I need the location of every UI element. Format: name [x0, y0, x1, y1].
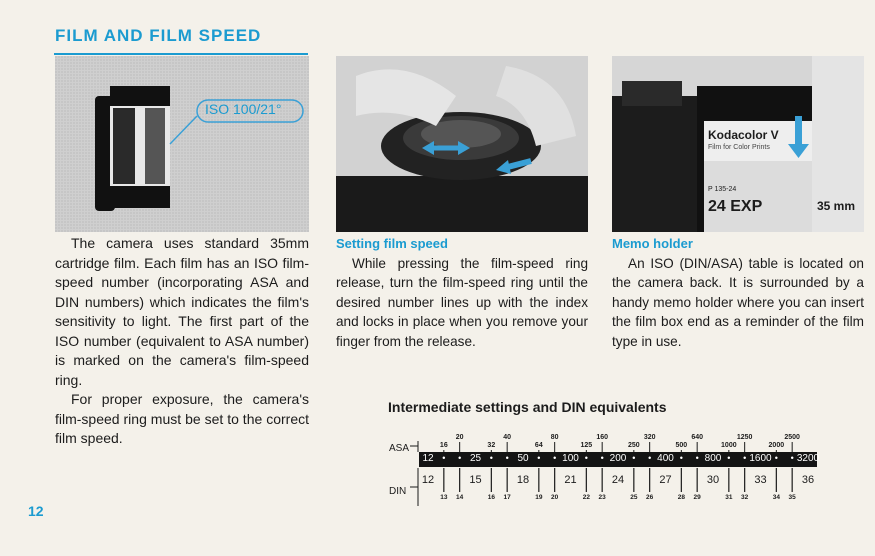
asa-bar-dot: • [505, 453, 509, 463]
asa-bar-dot: • [489, 453, 493, 463]
asa-bar-value: 200 [609, 453, 627, 464]
memo-holder-paragraph: An ISO (DIN/ASA) table is located on the camera back. It is surrounded by a handy memo holder where you can insert the film box end as a reminder of the film type in use. [612, 255, 864, 349]
din-intermediate-value: 34 [772, 494, 780, 501]
intro-column [55, 234, 309, 449]
scale-title: Intermediate settings and DIN equivalents [388, 399, 667, 415]
memo-label-exp: 24 EXP [708, 198, 763, 215]
din-main-value: 21 [564, 474, 577, 486]
asa-bar-value: 50 [517, 453, 529, 464]
asa-intermediate-value: 250 [627, 442, 640, 449]
asa-bar-dot: • [743, 453, 747, 463]
asa-intermediate-value: 320 [643, 434, 656, 441]
din-main-value: 36 [801, 474, 815, 486]
din-label: DIN [389, 486, 407, 497]
asa-intermediate-value: 32 [487, 442, 496, 449]
asa-intermediate-value: 125 [580, 442, 593, 449]
asa-bar-dot: • [553, 453, 557, 463]
din-intermediate-value: 13 [440, 494, 448, 501]
asa-bar-dot: • [679, 453, 683, 463]
memo-label-brand: Kodacolor V [708, 128, 779, 142]
asa-intermediate-value: 2000 [768, 442, 785, 449]
asa-intermediate-value: 64 [534, 442, 543, 449]
asa-bar-dot: • [600, 453, 604, 463]
asa-intermediate-value: 40 [503, 434, 512, 441]
din-main-value: 12 [421, 474, 435, 486]
asa-bar-value: 12 [422, 453, 434, 464]
din-intermediate-value: 32 [741, 494, 749, 501]
asa-intermediate-value: 160 [596, 434, 608, 441]
din-main-value: 30 [706, 474, 720, 486]
din-intermediate-value: 16 [487, 494, 495, 501]
din-main-value: 33 [754, 474, 767, 486]
asa-intermediate-value: 16 [439, 442, 448, 449]
asa-bar-value: 3200 [796, 453, 820, 464]
din-intermediate-value: 31 [725, 494, 733, 501]
asa-bar-dot: • [584, 453, 588, 463]
film-speed-ring-photo [336, 56, 588, 232]
din-intermediate-value: 19 [535, 494, 543, 501]
din-intermediate-value: 14 [456, 494, 464, 501]
din-intermediate-value: 17 [503, 494, 511, 501]
din-main-value: 15 [469, 474, 482, 486]
setting-film-speed-caption: Setting film speed [336, 236, 448, 251]
din-main-value: 24 [611, 474, 625, 486]
asa-bar-value: 800 [704, 453, 722, 464]
film-cartridge-photo [55, 56, 309, 232]
asa-bar-dot: • [727, 453, 731, 463]
page-title: FILM AND FILM SPEED [55, 26, 262, 45]
asa-bar-value: 1600 [749, 453, 772, 464]
memo-holder-photo [612, 56, 864, 232]
asa-bar-dot: • [537, 453, 541, 463]
title-rule [54, 53, 308, 55]
asa-intermediate-value: 1250 [736, 434, 753, 441]
asa-intermediate-value: 20 [455, 434, 464, 441]
asa-bar-dot: • [442, 453, 446, 463]
memo-label-mm: 35 mm [817, 199, 856, 213]
memo-holder-column [612, 234, 864, 351]
din-main-value: 18 [516, 474, 530, 486]
din-intermediate-value: 22 [582, 494, 590, 501]
memo-holder-caption: Memo holder [612, 236, 693, 251]
asa-bar-dot: • [790, 453, 794, 463]
memo-label-sub: Film for Color Prints [708, 144, 770, 151]
asa-intermediate-value: 500 [675, 442, 688, 449]
asa-intermediate-value: 2500 [784, 434, 800, 441]
asa-bar-value: 100 [562, 453, 579, 464]
memo-label-code: P 135-24 [708, 186, 737, 193]
din-intermediate-value: 29 [693, 494, 701, 501]
page-number: 12 [28, 503, 44, 519]
asa-bar-dot: • [458, 453, 462, 463]
iso-callout-label: ISO 100/21° [205, 101, 282, 117]
din-main-value: 27 [659, 474, 672, 486]
setting-film-speed-column [336, 234, 588, 351]
asa-bar-value: 400 [657, 453, 674, 464]
asa-label: ASA [389, 443, 410, 454]
asa-bar-dot: • [774, 453, 778, 463]
asa-din-scale [384, 428, 824, 518]
asa-intermediate-value: 1000 [721, 442, 737, 449]
asa-bar-dot: • [632, 453, 636, 463]
din-intermediate-value: 23 [598, 494, 606, 501]
din-intermediate-value: 20 [551, 494, 559, 501]
din-intermediate-value: 25 [630, 494, 638, 501]
asa-bar-dot: • [695, 453, 699, 463]
asa-bar-dot: • [648, 453, 652, 463]
setting-film-speed-paragraph: While pressing the film-speed ring release, turn the film-speed ring until the desired number lines up with the index and locks in place when you remove your finger from the release. [336, 255, 588, 349]
din-intermediate-value: 26 [646, 494, 654, 501]
scale-brackets [384, 428, 824, 518]
intro-paragraph: The camera uses standard 35mm cartridge film. Each film has an ISO film-speed number (incorporating ASA and DIN numbers) which indicates the film's sensitivity to light. The first part of the ISO number (equivalent to ASA number) is marked on the camera's film-speed ring. [55, 235, 309, 388]
asa-bar-value: 25 [469, 453, 482, 464]
asa-intermediate-value: 640 [691, 434, 703, 441]
asa-intermediate-value: 80 [550, 434, 559, 441]
din-intermediate-value: 28 [677, 494, 685, 501]
din-intermediate-value: 35 [788, 494, 796, 501]
exposure-paragraph: For proper exposure, the camera's film-speed ring must be set to the correct film speed. [55, 391, 309, 446]
